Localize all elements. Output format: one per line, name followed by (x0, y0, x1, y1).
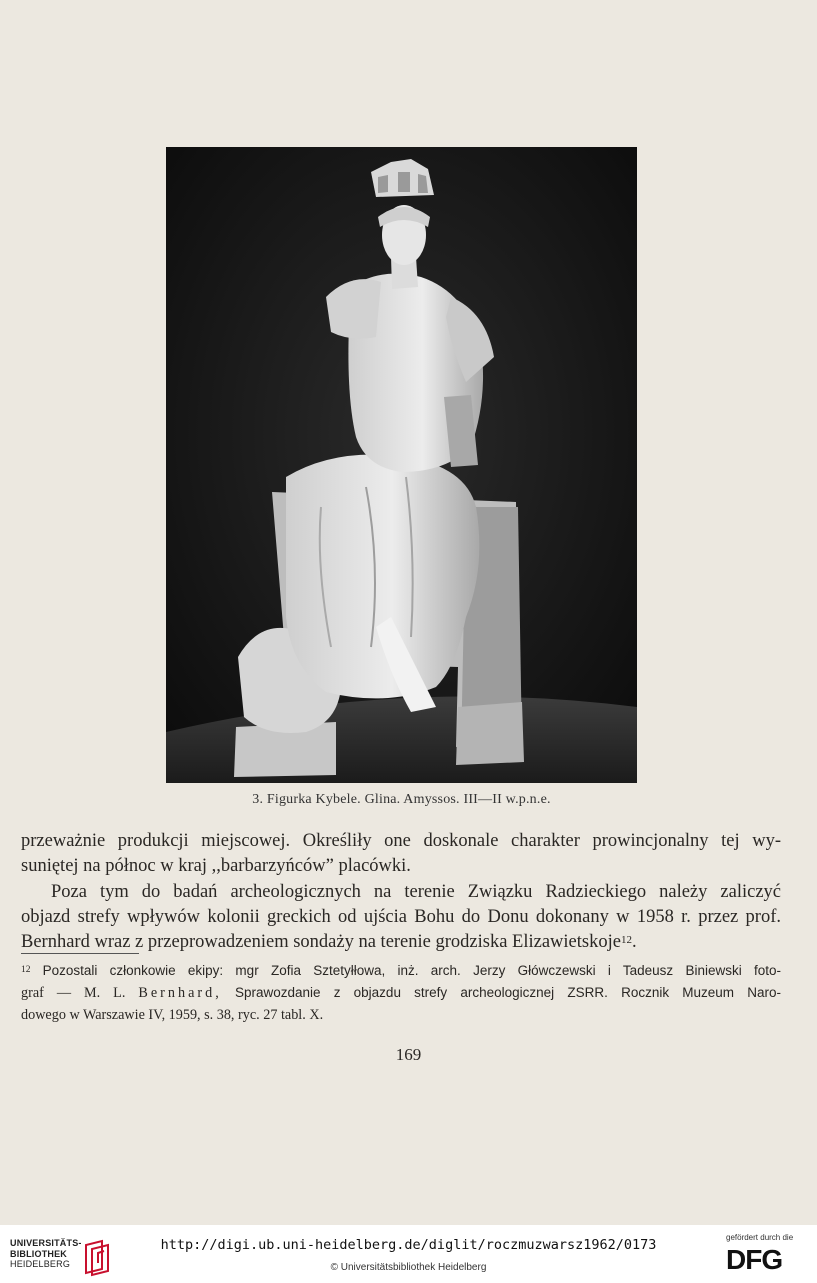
kybele-figurine-image (166, 147, 637, 783)
footnote-text: Pozostali członkowie ekipy: mgr Zofia Sztetyłłowa, inż. arch. Jerzy Główczewski i Tadeusz Biniewski foto- (42, 963, 781, 978)
footnote-author: Bernhard, (138, 985, 222, 1001)
footnote-line (21, 960, 781, 982)
library-name-line: UNIVERSITÄTS- (10, 1238, 82, 1248)
sponsor-label: gefördert durch die (726, 1233, 794, 1242)
text-fragment: Bernhard wraz z przeprowadzeniem sondaży na terenie grodziska Elizawietskoje (21, 932, 621, 952)
library-name-line: BIBLIOTHEK (10, 1248, 67, 1259)
text-line: przeważnie produkcji miejscowej. Określiły one doskonale charakter prowincjonalny tej wy- (21, 831, 781, 851)
viewer-footer (0, 1225, 817, 1283)
footnote-line (21, 982, 781, 1004)
footnote-text: Sprawozdanie z objazdu strefy archeologicznej ZSRR. Rocznik Muzeum Naro- (221, 985, 782, 1000)
footnote-divider (21, 953, 139, 954)
copyright-text: © Universitätsbibliothek Heidelberg (330, 1262, 487, 1273)
text-fragment: . (631, 932, 637, 952)
footnote-text: graf — M. L. (21, 985, 139, 1001)
sponsor-name: DFG (726, 1244, 783, 1275)
footnote-line: dowego w Warszawie IV, 1959, s. 38, ryc. 27 tabl. X. (21, 1007, 324, 1023)
page-number: 169 (395, 1045, 422, 1064)
figure-caption: 3. Figurka Kybele. Glina. Amyssos. III—II w.p.n.e. (252, 792, 551, 807)
dfg-logo[interactable] (726, 1233, 806, 1279)
text-line (21, 930, 781, 955)
footnote-reference[interactable]: 12 (620, 934, 632, 946)
footnote-mark: 12 (21, 965, 31, 975)
text-line: Poza tym do badań archeologicznych na terenie Związku Radzieckiego należy zaliczyć (51, 882, 781, 902)
figure-photo (166, 147, 637, 783)
library-name-line: HEIDELBERG (10, 1259, 71, 1269)
text-line: objazd strefy wpływów kolonii greckich od ujścia Bohu do Donu dokonany w 1958 r. przez prof. (21, 907, 781, 927)
footnote (21, 960, 781, 1026)
paragraph-2 (21, 880, 781, 955)
page-url-link[interactable]: http://digi.ub.uni-heidelberg.de/diglit/roczmuzwarsz1962/0173 (160, 1237, 657, 1253)
paragraph-1 (21, 829, 781, 879)
text-line: suniętej na północ w kraj ,,barbarzyńców” placówki. (21, 856, 411, 876)
